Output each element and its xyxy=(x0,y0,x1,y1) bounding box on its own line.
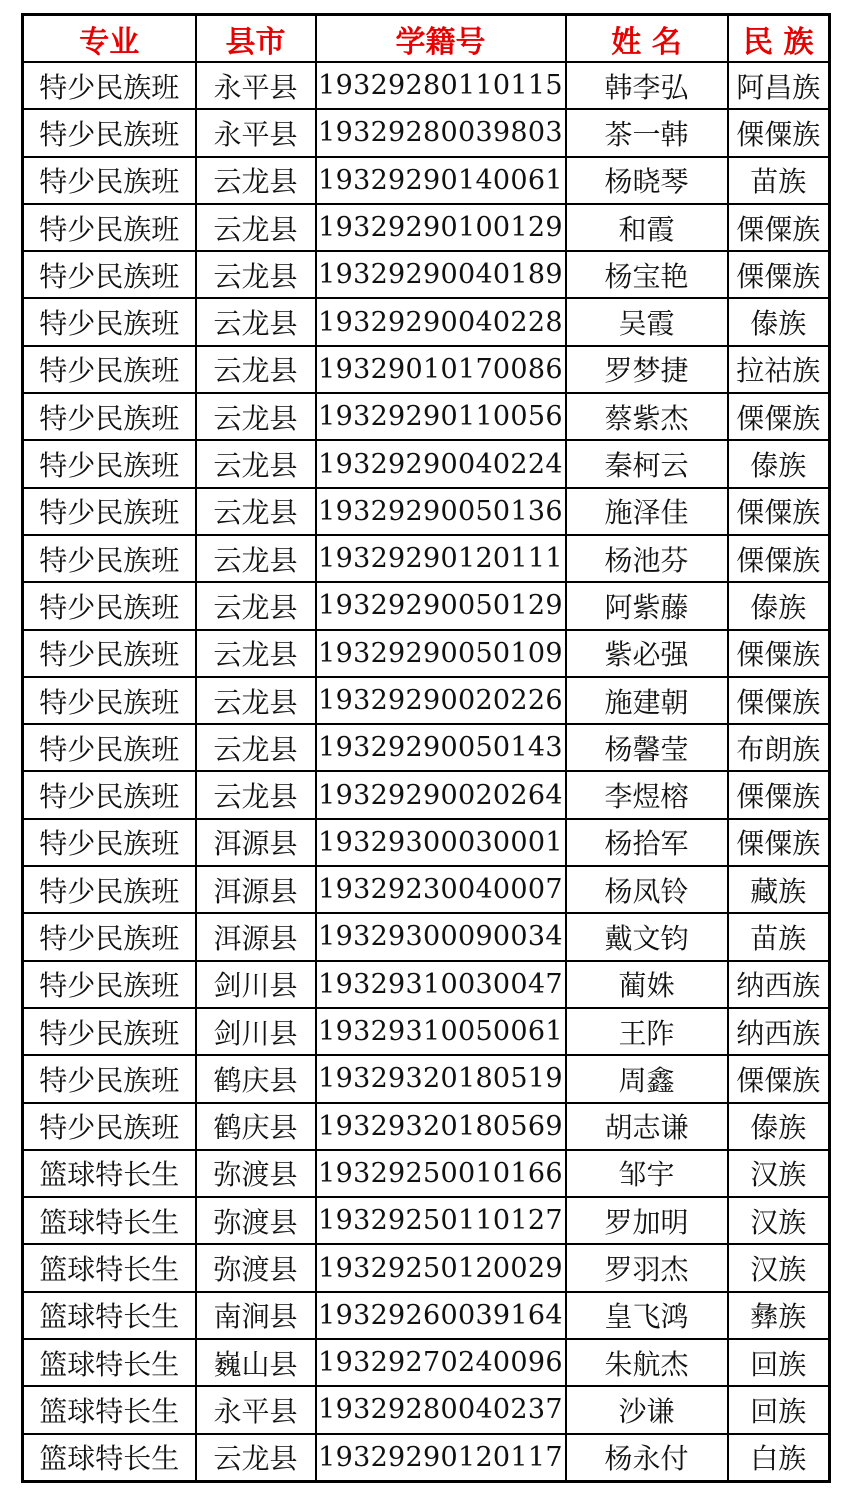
table-row xyxy=(23,677,830,724)
cell-county: 云龙县 xyxy=(196,488,316,535)
header-student-id: 学籍号 xyxy=(316,15,566,63)
cell-county: 云龙县 xyxy=(196,582,316,629)
cell-major: 特少民族班 xyxy=(23,393,196,440)
cell-student-id: 19329310050061 xyxy=(316,1008,566,1055)
cell-major: 篮球特长生 xyxy=(23,1150,196,1197)
cell-student-id: 19329250010166 xyxy=(316,1150,566,1197)
cell-county: 云龙县 xyxy=(196,535,316,582)
table-row xyxy=(23,1008,830,1055)
cell-name: 罗梦捷 xyxy=(566,346,728,393)
cell-name: 杨池芬 xyxy=(566,535,728,582)
cell-county: 剑川县 xyxy=(196,961,316,1008)
cell-county: 云龙县 xyxy=(196,630,316,677)
table-body xyxy=(23,62,830,1481)
cell-ethnicity: 汉族 xyxy=(728,1197,830,1244)
cell-ethnicity: 苗族 xyxy=(728,913,830,960)
cell-name: 吴霞 xyxy=(566,298,728,345)
cell-name: 李煜榕 xyxy=(566,771,728,818)
cell-student-id: 19329290040189 xyxy=(316,251,566,298)
table-row xyxy=(23,346,830,393)
cell-county: 洱源县 xyxy=(196,819,316,866)
table-row xyxy=(23,488,830,535)
cell-county: 鹤庆县 xyxy=(196,1055,316,1102)
table-row xyxy=(23,582,830,629)
cell-name: 王阼 xyxy=(566,1008,728,1055)
cell-name: 蔺姝 xyxy=(566,961,728,1008)
cell-ethnicity: 布朗族 xyxy=(728,724,830,771)
cell-student-id: 19329290050143 xyxy=(316,724,566,771)
header-ethnicity: 民 族 xyxy=(728,15,830,63)
cell-student-id: 19329320180519 xyxy=(316,1055,566,1102)
cell-name: 朱航杰 xyxy=(566,1339,728,1386)
cell-major: 特少民族班 xyxy=(23,62,196,109)
cell-county: 云龙县 xyxy=(196,251,316,298)
table-row xyxy=(23,724,830,771)
cell-major: 特少民族班 xyxy=(23,440,196,487)
cell-major: 篮球特长生 xyxy=(23,1197,196,1244)
cell-major: 特少民族班 xyxy=(23,1055,196,1102)
table-row xyxy=(23,204,830,251)
header-major: 专业 xyxy=(23,15,196,63)
cell-student-id: 19329290050129 xyxy=(316,582,566,629)
cell-major: 篮球特长生 xyxy=(23,1339,196,1386)
cell-ethnicity: 傣族 xyxy=(728,440,830,487)
cell-major: 特少民族班 xyxy=(23,819,196,866)
cell-major: 特少民族班 xyxy=(23,298,196,345)
cell-name: 杨永付 xyxy=(566,1434,728,1482)
cell-name: 杨拾军 xyxy=(566,819,728,866)
table-row xyxy=(23,630,830,677)
cell-major: 篮球特长生 xyxy=(23,1292,196,1339)
table-row xyxy=(23,866,830,913)
cell-major: 特少民族班 xyxy=(23,866,196,913)
table-row xyxy=(23,1244,830,1291)
cell-student-id: 19329010170086 xyxy=(316,346,566,393)
cell-name: 施建朝 xyxy=(566,677,728,724)
cell-name: 茶一韩 xyxy=(566,109,728,156)
table-row xyxy=(23,251,830,298)
cell-county: 弥渡县 xyxy=(196,1150,316,1197)
table-row xyxy=(23,62,830,109)
cell-name: 罗羽杰 xyxy=(566,1244,728,1291)
cell-major: 特少民族班 xyxy=(23,961,196,1008)
cell-ethnicity: 纳西族 xyxy=(728,961,830,1008)
cell-ethnicity: 傣族 xyxy=(728,298,830,345)
cell-county: 剑川县 xyxy=(196,1008,316,1055)
cell-ethnicity: 回族 xyxy=(728,1386,830,1433)
cell-ethnicity: 彝族 xyxy=(728,1292,830,1339)
cell-major: 特少民族班 xyxy=(23,724,196,771)
cell-name: 和霞 xyxy=(566,204,728,251)
cell-county: 弥渡县 xyxy=(196,1197,316,1244)
header-name: 姓 名 xyxy=(566,15,728,63)
cell-major: 特少民族班 xyxy=(23,913,196,960)
cell-student-id: 19329270240096 xyxy=(316,1339,566,1386)
cell-ethnicity: 傈僳族 xyxy=(728,677,830,724)
cell-name: 蔡紫杰 xyxy=(566,393,728,440)
cell-student-id: 19329290140061 xyxy=(316,157,566,204)
cell-county: 云龙县 xyxy=(196,346,316,393)
cell-name: 杨凤铃 xyxy=(566,866,728,913)
table-row xyxy=(23,393,830,440)
student-table xyxy=(21,13,831,1483)
cell-student-id: 19329280110115 xyxy=(316,62,566,109)
table-row xyxy=(23,1434,830,1482)
cell-student-id: 19329260039164 xyxy=(316,1292,566,1339)
cell-major: 特少民族班 xyxy=(23,1103,196,1150)
table-header xyxy=(23,15,830,63)
cell-ethnicity: 傈僳族 xyxy=(728,251,830,298)
cell-name: 紫必强 xyxy=(566,630,728,677)
cell-county: 云龙县 xyxy=(196,724,316,771)
table-row xyxy=(23,535,830,582)
cell-ethnicity: 傈僳族 xyxy=(728,535,830,582)
cell-ethnicity: 汉族 xyxy=(728,1244,830,1291)
cell-name: 罗加明 xyxy=(566,1197,728,1244)
cell-student-id: 19329250120029 xyxy=(316,1244,566,1291)
cell-ethnicity: 回族 xyxy=(728,1339,830,1386)
cell-student-id: 19329280039803 xyxy=(316,109,566,156)
cell-ethnicity: 傈僳族 xyxy=(728,819,830,866)
cell-ethnicity: 白族 xyxy=(728,1434,830,1482)
cell-ethnicity: 傣族 xyxy=(728,582,830,629)
cell-student-id: 19329300090034 xyxy=(316,913,566,960)
cell-ethnicity: 傈僳族 xyxy=(728,1055,830,1102)
cell-student-id: 19329290050136 xyxy=(316,488,566,535)
cell-major: 特少民族班 xyxy=(23,251,196,298)
cell-county: 鹤庆县 xyxy=(196,1103,316,1150)
table-row xyxy=(23,1103,830,1150)
cell-student-id: 19329290100129 xyxy=(316,204,566,251)
table-row xyxy=(23,1197,830,1244)
cell-name: 沙谦 xyxy=(566,1386,728,1433)
cell-major: 特少民族班 xyxy=(23,204,196,251)
cell-major: 特少民族班 xyxy=(23,677,196,724)
cell-name: 周鑫 xyxy=(566,1055,728,1102)
cell-major: 篮球特长生 xyxy=(23,1434,196,1482)
cell-county: 云龙县 xyxy=(196,440,316,487)
cell-county: 云龙县 xyxy=(196,298,316,345)
table-row xyxy=(23,819,830,866)
cell-major: 特少民族班 xyxy=(23,488,196,535)
cell-county: 巍山县 xyxy=(196,1339,316,1386)
cell-major: 特少民族班 xyxy=(23,109,196,156)
cell-county: 洱源县 xyxy=(196,913,316,960)
cell-major: 特少民族班 xyxy=(23,346,196,393)
cell-student-id: 19329320180569 xyxy=(316,1103,566,1150)
cell-county: 永平县 xyxy=(196,1386,316,1433)
table-row xyxy=(23,771,830,818)
cell-ethnicity: 傈僳族 xyxy=(728,204,830,251)
cell-major: 特少民族班 xyxy=(23,535,196,582)
table-row xyxy=(23,913,830,960)
cell-ethnicity: 傈僳族 xyxy=(728,109,830,156)
cell-ethnicity: 阿昌族 xyxy=(728,62,830,109)
cell-name: 杨馨莹 xyxy=(566,724,728,771)
student-list xyxy=(21,13,831,1483)
cell-ethnicity: 拉祜族 xyxy=(728,346,830,393)
table-row xyxy=(23,440,830,487)
cell-county: 南涧县 xyxy=(196,1292,316,1339)
header-county: 县市 xyxy=(196,15,316,63)
cell-student-id: 19329290120117 xyxy=(316,1434,566,1482)
cell-county: 洱源县 xyxy=(196,866,316,913)
cell-name: 杨晓琴 xyxy=(566,157,728,204)
cell-name: 杨宝艳 xyxy=(566,251,728,298)
cell-county: 永平县 xyxy=(196,62,316,109)
cell-name: 韩李弘 xyxy=(566,62,728,109)
cell-major: 特少民族班 xyxy=(23,771,196,818)
cell-county: 云龙县 xyxy=(196,393,316,440)
cell-county: 云龙县 xyxy=(196,677,316,724)
cell-ethnicity: 纳西族 xyxy=(728,1008,830,1055)
cell-major: 特少民族班 xyxy=(23,157,196,204)
table-row xyxy=(23,961,830,1008)
table-row xyxy=(23,1150,830,1197)
cell-major: 篮球特长生 xyxy=(23,1244,196,1291)
cell-student-id: 19329230040007 xyxy=(316,866,566,913)
cell-student-id: 19329290120111 xyxy=(316,535,566,582)
cell-county: 云龙县 xyxy=(196,771,316,818)
cell-major: 特少民族班 xyxy=(23,630,196,677)
cell-county: 弥渡县 xyxy=(196,1244,316,1291)
table-row xyxy=(23,1339,830,1386)
table-row xyxy=(23,1292,830,1339)
cell-name: 皇飞鸿 xyxy=(566,1292,728,1339)
cell-county: 永平县 xyxy=(196,109,316,156)
cell-name: 秦柯云 xyxy=(566,440,728,487)
cell-ethnicity: 傈僳族 xyxy=(728,771,830,818)
cell-county: 云龙县 xyxy=(196,157,316,204)
cell-student-id: 19329290110056 xyxy=(316,393,566,440)
cell-student-id: 19329310030047 xyxy=(316,961,566,1008)
cell-name: 邹宇 xyxy=(566,1150,728,1197)
table-row xyxy=(23,1386,830,1433)
header-row xyxy=(23,15,830,63)
table-row xyxy=(23,157,830,204)
cell-name: 胡志谦 xyxy=(566,1103,728,1150)
cell-major: 特少民族班 xyxy=(23,582,196,629)
cell-name: 戴文钧 xyxy=(566,913,728,960)
cell-ethnicity: 傈僳族 xyxy=(728,630,830,677)
table-row xyxy=(23,1055,830,1102)
cell-student-id: 19329290040228 xyxy=(316,298,566,345)
cell-ethnicity: 藏族 xyxy=(728,866,830,913)
cell-name: 施泽佳 xyxy=(566,488,728,535)
cell-student-id: 19329290050109 xyxy=(316,630,566,677)
cell-major: 篮球特长生 xyxy=(23,1386,196,1433)
cell-ethnicity: 傣族 xyxy=(728,1103,830,1150)
cell-ethnicity: 汉族 xyxy=(728,1150,830,1197)
cell-student-id: 19329280040237 xyxy=(316,1386,566,1433)
cell-ethnicity: 傈僳族 xyxy=(728,393,830,440)
cell-county: 云龙县 xyxy=(196,1434,316,1482)
cell-county: 云龙县 xyxy=(196,204,316,251)
cell-major: 特少民族班 xyxy=(23,1008,196,1055)
cell-ethnicity: 傈僳族 xyxy=(728,488,830,535)
table-row xyxy=(23,298,830,345)
table-row xyxy=(23,109,830,156)
cell-ethnicity: 苗族 xyxy=(728,157,830,204)
cell-student-id: 19329300030001 xyxy=(316,819,566,866)
cell-student-id: 19329290020226 xyxy=(316,677,566,724)
cell-student-id: 19329290020264 xyxy=(316,771,566,818)
cell-name: 阿紫藤 xyxy=(566,582,728,629)
cell-student-id: 19329250110127 xyxy=(316,1197,566,1244)
cell-student-id: 19329290040224 xyxy=(316,440,566,487)
